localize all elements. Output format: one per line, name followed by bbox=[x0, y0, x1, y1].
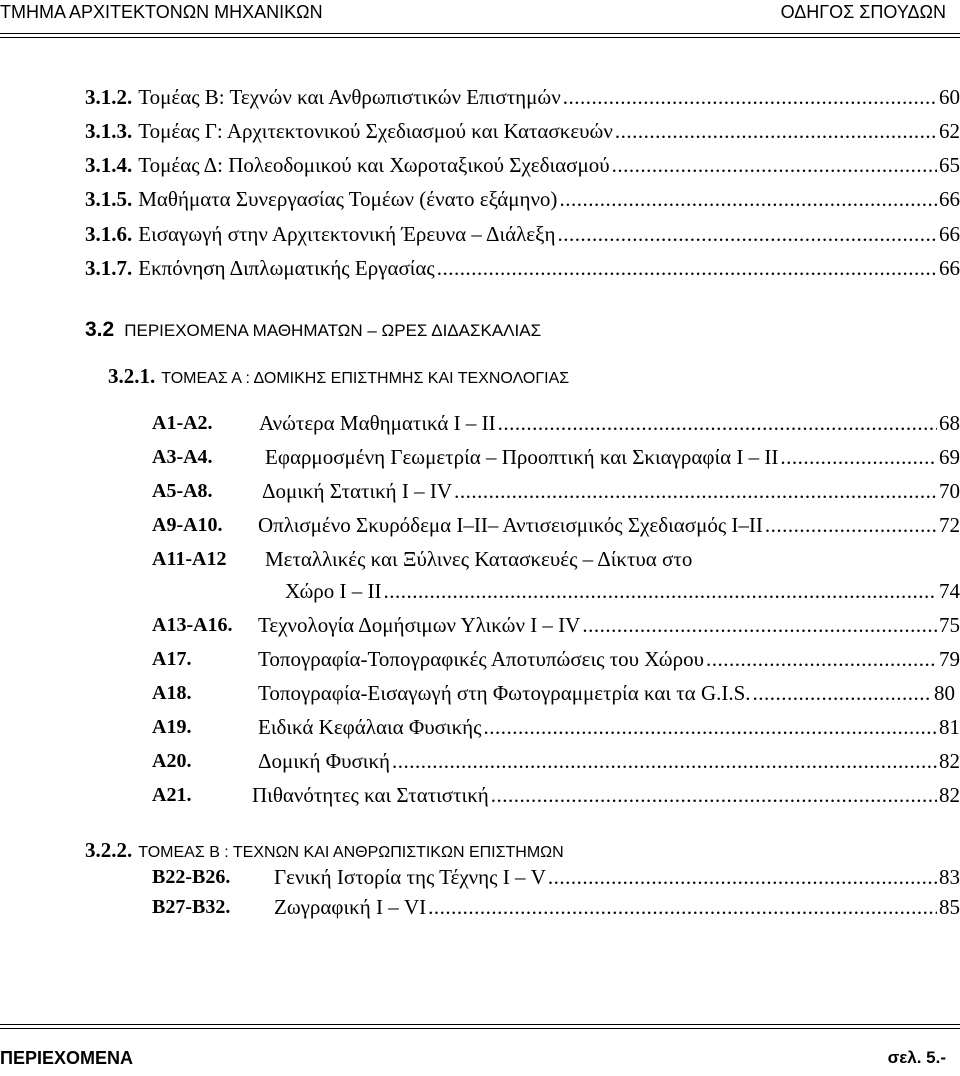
course-title: Δομική Στατική Ι – ΙV bbox=[262, 479, 453, 503]
section-title: ΠΕΡΙΕΧΟΜΕΝΑ ΜΑΘΗΜΑΤΩΝ – ΩΡΕΣ ΔΙΔΑΣΚΑΛΙΑΣ bbox=[124, 321, 542, 340]
subsection-number: 3.2.1. bbox=[108, 364, 156, 388]
toc-entry-number: 3.1.7. bbox=[85, 256, 133, 280]
course-page: 70 bbox=[939, 479, 960, 503]
course-title: Τεχνολογία Δομήσιμων Υλικών Ι – ΙV bbox=[258, 613, 581, 637]
course-entry[interactable] bbox=[285, 578, 960, 604]
course-entry[interactable] bbox=[258, 646, 960, 672]
course-title: Ειδικά Κεφάλαια Φυσικής bbox=[258, 715, 482, 739]
dot-leader bbox=[615, 118, 937, 144]
course-entry[interactable] bbox=[252, 782, 960, 808]
course-page: 85 bbox=[939, 895, 960, 919]
toc-entry-number: 3.1.3. bbox=[85, 119, 133, 143]
course-page: 69 bbox=[939, 445, 960, 469]
toc-entry[interactable] bbox=[0, 186, 960, 212]
footer-section-name: ΠΕΡΙΕΧΟΜΕΝΑ bbox=[0, 1048, 134, 1068]
toc-entry[interactable] bbox=[0, 152, 960, 178]
subsection-number: 3.2.2. bbox=[85, 838, 133, 862]
dot-leader bbox=[454, 478, 937, 504]
toc-entry[interactable] bbox=[0, 118, 960, 144]
course-code: Α19. bbox=[152, 716, 192, 738]
course-code: Α21. bbox=[152, 784, 192, 806]
dot-leader bbox=[753, 680, 932, 706]
course-code: Α1-Α2. bbox=[152, 412, 213, 434]
course-code: Β27-Β32. bbox=[152, 896, 231, 918]
course-code: Α3-Α4. bbox=[152, 446, 213, 468]
toc-entry-title: Τομέας Β: Τεχνών και Ανθρωπιστικών Επιστημών bbox=[138, 85, 561, 109]
course-entry[interactable] bbox=[258, 612, 960, 638]
dot-leader bbox=[557, 221, 937, 247]
dot-leader bbox=[392, 748, 937, 774]
subsection-title: ΤΟΜΕΑΣ Β : ΤΕΧΝΩΝ ΚΑΙ ΑΝΘΡΩΠΙΣΤΙΚΩΝ ΕΠΙΣΤΗΜΩΝ bbox=[138, 844, 564, 861]
toc-entry-number: 3.1.2. bbox=[85, 85, 133, 109]
course-code: Α11-Α12 bbox=[152, 548, 227, 570]
footer-page-number: σελ. 5.- bbox=[887, 1048, 946, 1067]
course-title: Πιθανότητες και Στατιστική bbox=[252, 783, 489, 807]
course-title: Ανώτερα Μαθηματικά Ι – ΙΙ bbox=[259, 411, 496, 435]
course-code: Α20. bbox=[152, 750, 192, 772]
course-title: Τοπογραφία-Τοπογραφικές Αποτυπώσεις του Χώρου bbox=[258, 647, 704, 671]
section-number: 3.2 bbox=[85, 318, 115, 341]
course-entry[interactable] bbox=[262, 478, 960, 504]
course-title: Ζωγραφική Ι – VI bbox=[274, 895, 427, 919]
course-title: Εφαρμοσμένη Γεωμετρία – Προοπτική και Σκιαγραφία Ι – ΙΙ bbox=[265, 445, 779, 469]
footer-rule bbox=[0, 1024, 960, 1025]
course-title: Τοπογραφία-Εισαγωγή στη Φωτογραμμετρία και τα G.I.S. bbox=[258, 681, 751, 705]
dot-leader bbox=[384, 578, 937, 604]
toc-entry[interactable] bbox=[0, 221, 960, 247]
toc-entry-page: 65 bbox=[939, 153, 960, 177]
course-title[interactable]: Μεταλλικές και Ξύλινες Κατασκευές – Δίκτυα στο bbox=[265, 547, 693, 571]
course-entry[interactable] bbox=[258, 714, 960, 740]
dot-leader bbox=[498, 410, 937, 436]
toc-entry-title: Εισαγωγή στην Αρχιτεκτονική Έρευνα – Διάλεξη bbox=[138, 222, 556, 246]
course-page: 83 bbox=[939, 865, 960, 889]
course-page: 80 bbox=[934, 681, 955, 705]
course-entry[interactable] bbox=[274, 894, 960, 920]
header-guide-title: ΟΔΗΓΟΣ ΣΠΟΥΔΩΝ bbox=[780, 2, 946, 22]
toc-entry[interactable] bbox=[0, 255, 960, 281]
course-entry[interactable] bbox=[259, 410, 960, 436]
course-code: Α9-Α10. bbox=[152, 514, 223, 536]
toc-entry-number: 3.1.4. bbox=[85, 153, 133, 177]
dot-leader bbox=[559, 186, 937, 212]
subsection-heading[interactable] bbox=[108, 364, 569, 389]
dot-leader bbox=[706, 646, 937, 672]
course-page: 81 bbox=[939, 715, 960, 739]
dot-leader bbox=[563, 84, 937, 110]
toc-entry-number: 3.1.5. bbox=[85, 187, 133, 211]
header-rule bbox=[0, 33, 960, 34]
toc-entry-number: 3.1.6. bbox=[85, 222, 133, 246]
toc-entry-page: 66 bbox=[939, 187, 960, 211]
dot-leader bbox=[428, 894, 937, 920]
toc-entry-title: Μαθήματα Συνεργασίας Τομέων (ένατο εξάμηνο) bbox=[138, 187, 558, 211]
course-title: Οπλισμένο Σκυρόδεμα Ι–ΙΙ– Αντισεισμικός Σχεδιασμός Ι–ΙΙ bbox=[258, 513, 763, 537]
course-code: Β22-Β26. bbox=[152, 866, 231, 888]
course-page: 68 bbox=[939, 411, 960, 435]
course-entry[interactable] bbox=[265, 444, 960, 470]
section-heading[interactable] bbox=[85, 318, 541, 342]
subsection-title: ΤΟΜΕΑΣ Α : ΔΟΜΙΚΗΣ ΕΠΙΣΤΗΜΗΣ ΚΑΙ ΤΕΧΝΟΛΟΓΙΑΣ bbox=[161, 370, 570, 387]
toc-entry-page: 60 bbox=[939, 85, 960, 109]
dot-leader bbox=[765, 512, 937, 538]
course-page: 74 bbox=[939, 579, 960, 603]
subsection-heading[interactable] bbox=[85, 838, 564, 863]
course-page: 82 bbox=[939, 749, 960, 773]
dot-leader bbox=[491, 782, 937, 808]
dot-leader bbox=[437, 255, 937, 281]
dot-leader bbox=[780, 444, 937, 470]
course-entry[interactable] bbox=[258, 680, 955, 706]
dot-leader bbox=[612, 152, 937, 178]
header-rule bbox=[0, 37, 960, 38]
course-code: Α18. bbox=[152, 682, 192, 704]
course-code: Α17. bbox=[152, 648, 192, 670]
toc-entry-title: Τομέας Γ: Αρχιτεκτονικού Σχεδιασμού και Κατασκευών bbox=[138, 119, 613, 143]
course-title: Γενική Ιστορία της Τέχνης Ι – V bbox=[274, 865, 546, 889]
toc-entry-title: Εκπόνηση Διπλωματικής Εργασίας bbox=[138, 256, 435, 280]
course-title-continued: Χώρο Ι – ΙΙ bbox=[285, 579, 382, 603]
course-page: 75 bbox=[939, 613, 960, 637]
course-title: Δομική Φυσική bbox=[258, 749, 391, 773]
toc-entry[interactable] bbox=[0, 84, 960, 110]
course-page: 79 bbox=[939, 647, 960, 671]
course-entry[interactable] bbox=[274, 864, 960, 890]
course-entry[interactable] bbox=[258, 748, 960, 774]
course-page: 82 bbox=[939, 783, 960, 807]
course-page: 72 bbox=[939, 513, 960, 537]
toc-entry-page: 62 bbox=[939, 119, 960, 143]
course-code: Α13-Α16. bbox=[152, 614, 233, 636]
header-department: ΤΜΗΜΑ ΑΡΧΙΤΕΚΤΟΝΩΝ ΜΗΧΑΝΙΚΩΝ bbox=[0, 2, 323, 22]
course-code: Α5-Α8. bbox=[152, 480, 213, 502]
toc-entry-page: 66 bbox=[939, 256, 960, 280]
dot-leader bbox=[582, 612, 937, 638]
toc-entry-title: Τομέας Δ: Πολεοδομικού και Χωροταξικού Σχεδιασμού bbox=[138, 153, 610, 177]
toc-entry-page: 66 bbox=[939, 222, 960, 246]
dot-leader bbox=[483, 714, 937, 740]
course-entry[interactable] bbox=[258, 512, 960, 538]
footer-rule bbox=[0, 1028, 960, 1029]
dot-leader bbox=[548, 864, 937, 890]
